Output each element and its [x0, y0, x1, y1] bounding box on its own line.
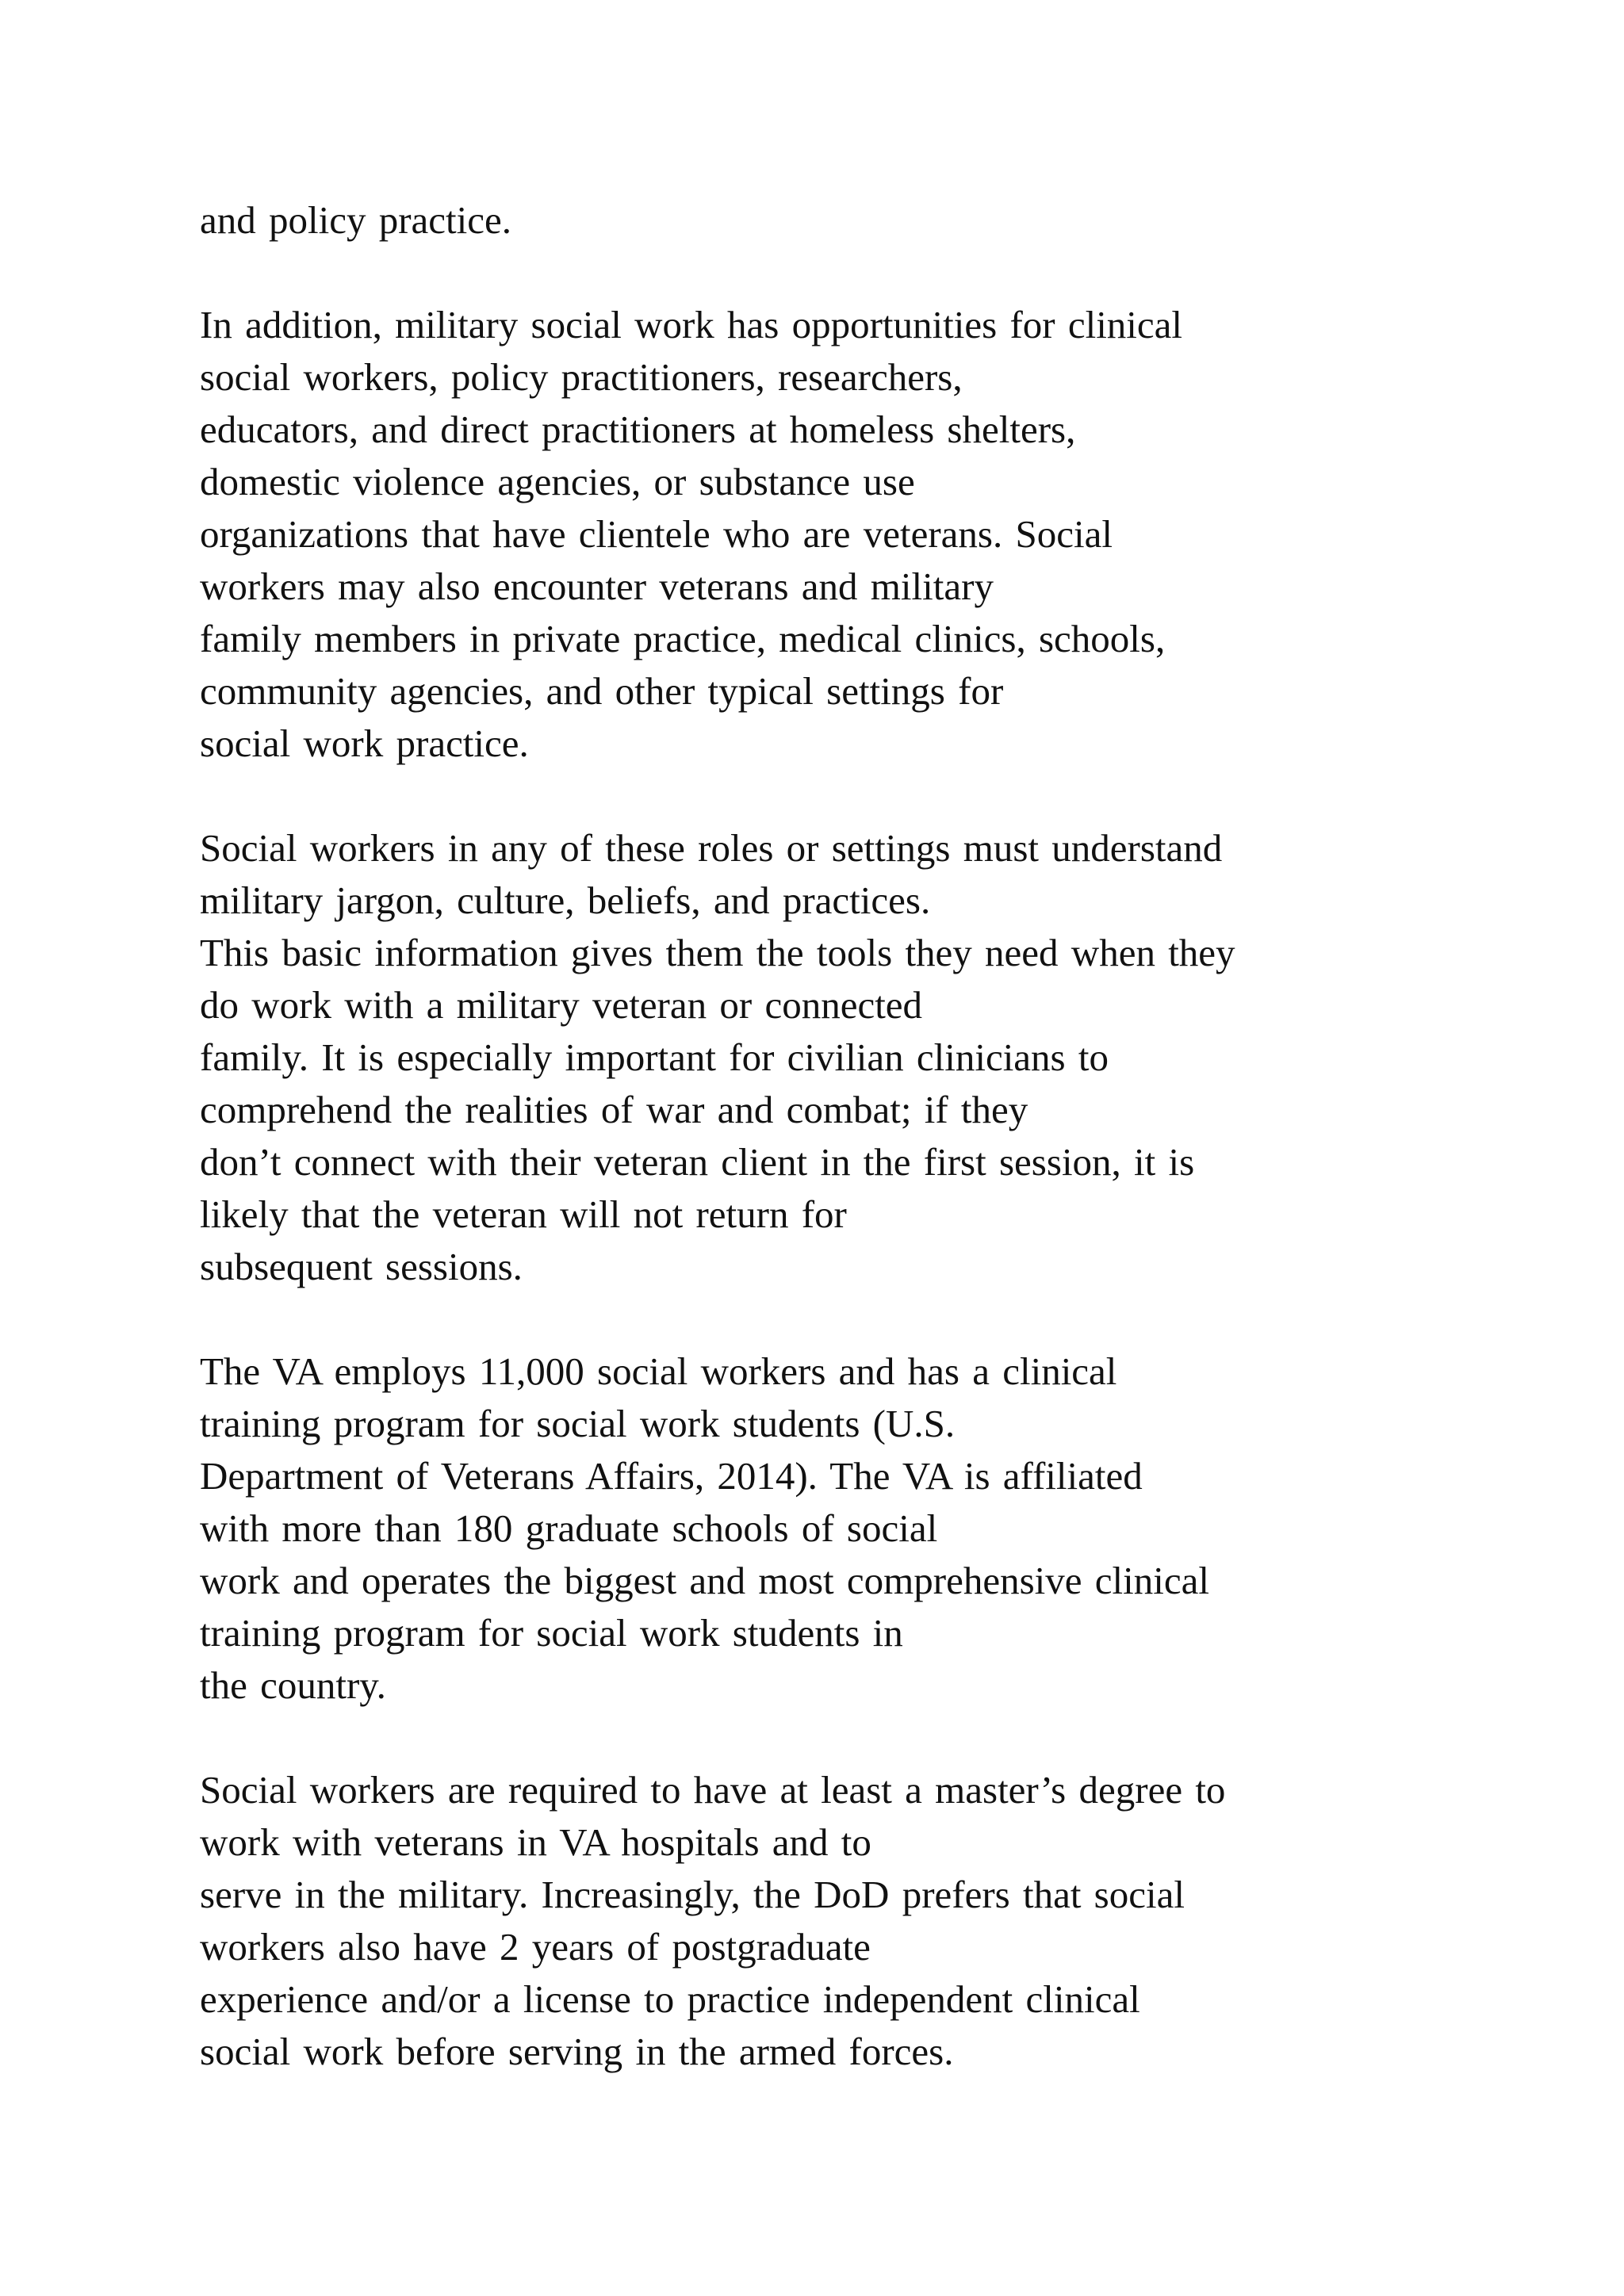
- text-line: subsequent sessions.: [200, 1245, 523, 1288]
- paragraph: [200, 1345, 1548, 1712]
- text-line: likely that the veteran will not return for: [200, 1192, 847, 1236]
- text-line: with more than 180 graduate schools of social: [200, 1506, 938, 1550]
- text-line: Social workers in any of these roles or settings must understand: [200, 826, 1223, 870]
- paragraph: [200, 194, 1548, 247]
- text-line: This basic information gives them the tools they need when they: [200, 931, 1235, 974]
- text-line: work and operates the biggest and most comprehensive clinical: [200, 1559, 1209, 1602]
- text-line: experience and/or a license to practice independent clinical: [200, 1977, 1140, 2021]
- text-line: comprehend the realities of war and combat; if they: [200, 1088, 1028, 1131]
- text-line: educators, and direct practitioners at homeless shelters,: [200, 408, 1076, 451]
- paragraph: [200, 822, 1548, 1293]
- document-body: [200, 194, 1548, 2130]
- text-line: social workers, policy practitioners, researchers,: [200, 355, 963, 399]
- text-line: Social workers are required to have at least a master’s degree to: [200, 1768, 1226, 1812]
- text-line: organizations that have clientele who are veterans. Social: [200, 512, 1113, 556]
- text-line: work with veterans in VA hospitals and to: [200, 1820, 871, 1864]
- text-line: In addition, military social work has opportunities for clinical: [200, 303, 1183, 346]
- text-line: social work before serving in the armed forces.: [200, 2030, 954, 2073]
- text-line: don’t connect with their veteran client in the first session, it is: [200, 1140, 1195, 1184]
- text-line: domestic violence agencies, or substance use: [200, 460, 915, 503]
- text-line: social work practice.: [200, 721, 529, 765]
- text-line: family members in private practice, medical clinics, schools,: [200, 617, 1166, 660]
- text-line: do work with a military veteran or connected: [200, 983, 923, 1027]
- paragraph: [200, 299, 1548, 770]
- text-line: and policy practice.: [200, 198, 512, 242]
- text-line: the country.: [200, 1663, 386, 1707]
- text-line: military jargon, culture, beliefs, and practices.: [200, 878, 931, 922]
- text-line: The VA employs 11,000 social workers and has a clinical: [200, 1349, 1117, 1393]
- text-line: workers also have 2 years of postgraduate: [200, 1925, 871, 1969]
- text-line: training program for social work students (U.S.: [200, 1402, 956, 1445]
- text-line: Department of Veterans Affairs, 2014). The VA is affiliated: [200, 1454, 1143, 1498]
- text-line: workers may also encounter veterans and military: [200, 564, 994, 608]
- text-line: training program for social work students in: [200, 1611, 903, 1655]
- paragraph: [200, 1764, 1548, 2078]
- text-line: community agencies, and other typical settings for: [200, 669, 1004, 713]
- text-line: serve in the military. Increasingly, the DoD prefers that social: [200, 1873, 1185, 1916]
- text-line: family. It is especially important for civilian clinicians to: [200, 1035, 1109, 1079]
